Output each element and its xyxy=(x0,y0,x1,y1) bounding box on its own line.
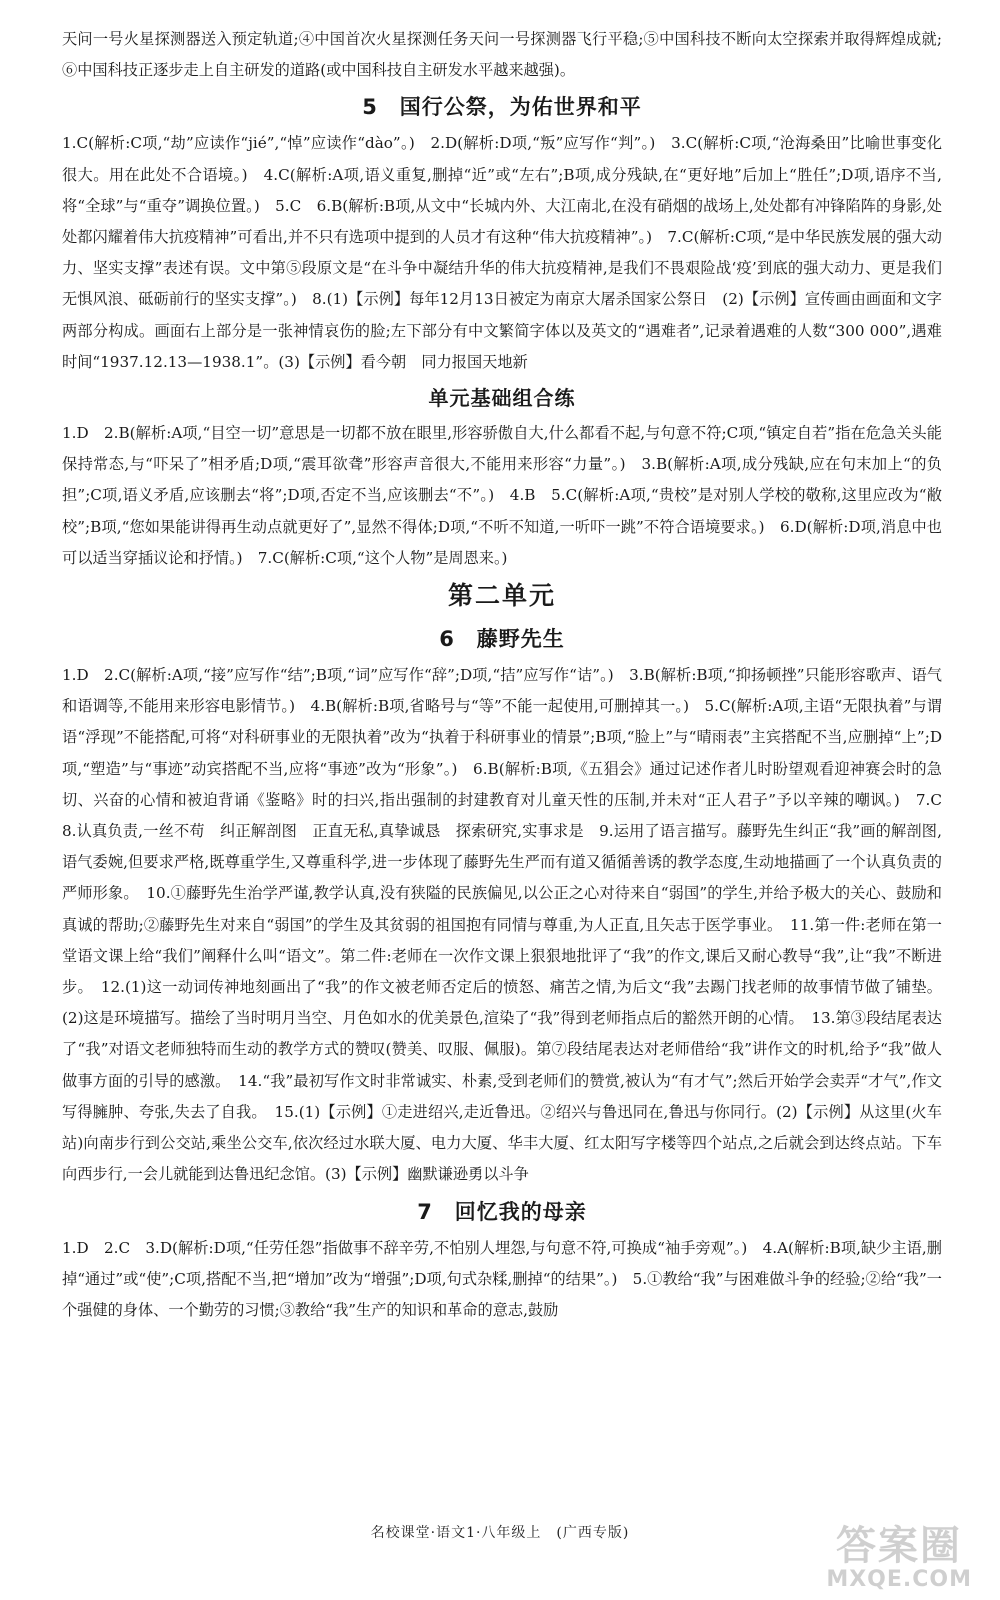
unit-basic-practice-title: 单元基础组合练 xyxy=(428,386,576,411)
lesson-7-title: 7 回忆我的母亲 xyxy=(417,1199,587,1224)
unit-2-title: 第二单元 xyxy=(447,581,556,611)
unit-basic-practice-answers: 1.D 2.B(解析:A项,“目空一切”意思是一切都不放在眼里,形容骄傲自大,什么都看不起,与句意不符;C项,“镇定自若”指在危急关头能保持常态,与“吓呆了”相矛盾;D项,“震耳欲聋”形容声音很大,不能用来形容“力量”。) 3.B(解析:A项,成分残缺,应在句末加上“的负担”;C项,语义矛盾,应该删去“将”;D项,否定不当,应该删去“不”。) 4.B 5.C(解析:A项,“贵校”是对别人学校的敬称,这里应改为“敝校”;B项,“您如果能讲得再生动点就更好了”,显然不得体;D项,“不听不知道,一听吓一跳”不符合语境要求。) 6.D(解析:D项,消息中也可以适当穿插议论和抒情。) 7.C(解析:C项,“这个人物”是周恩来。) xyxy=(62,424,942,567)
watermark-logo-text: 答案圈 xyxy=(836,1523,962,1569)
intro-paragraph: 天问一号火星探测器送入预定轨道;④中国首次火星探测任务天问一号探测器飞行平稳;⑤中国科技不断向太空探索并取得辉煌成就;⑥中国科技正逐步走上自主研发的道路(或中国科技自主研发水平越来越强)。 xyxy=(62,30,942,80)
lesson-5-title: 5 国行公祭，为佑世界和平 xyxy=(362,95,642,120)
page-footer: 名校课堂·语文1·八年级上 (广西专版) xyxy=(370,1525,630,1541)
watermark-url: MXQE.COM xyxy=(826,1567,972,1592)
watermark-logo xyxy=(822,1514,972,1592)
lesson-5-answers: 1.C(解析:C项,“劫”应读作“jié”,“悼”应读作“dào”。) 2.D(解析:D项,“叛”应写作“判”。) 3.C(解析:C项,“沧海桑田”比喻世事变化很大。用在此处不合语境。) 4.C(解析:A项,语义重复,删掉“近”或“左右”;B项,成分残缺,在“更好地”后加上“胜任”;D项,语序不当,将“全球”与“重夺”调换位置。) 5.C 6.B(解析:B项,从文中“长城内外、大江南北,在没有硝烟的战场上,处处都有冲锋陷阵的身影,处处都闪耀着伟大抗疫精神”可看出,并不只有选项中提到的人员才有这种“伟大抗疫精神”。) 7.C(解析:C项,“是中华民族发展的强大动力、坚实支撑”表述有误。文中第⑤段原文是“在斗争中凝结升华的伟大抗疫精神,是我们不畏艰险战‘疫’到底的强大动力、更是我们无惧风浪、砥砺前行的坚实支撑”。) 8.(1)【示例】每年12月13日被定为南京大屠杀国家公祭日 (2)【示例】宣传画由画面和文字两部分构成。画面右上部分是一张神情哀伤的脸;左下部分有中文繁简字体以及英文的“遇难者”,记录着遇难的人数“300 000”,遇难时间“1937.12.13—1938.1”。(3)【示例】看今朝 同力报国天地新 xyxy=(62,134,942,371)
lesson-7-answers: 1.D 2.C 3.D(解析:D项,“任劳任怨”指做事不辞辛劳,不怕别人埋怨,与句意不符,可换成“袖手旁观”。) 4.A(解析:B项,缺少主语,删掉“通过”或“使”;C项,搭配不当,把“增加”改为“增强”;D项,句式杂糅,删掉“的结果”。) 5.①教给“我”与困难做斗争的经验;②给“我”一个强健的身体、一个勤劳的习惯;③教给“我”生产的知识和革命的意志,鼓励 xyxy=(62,1238,942,1319)
answer-page xyxy=(62,24,958,1326)
lesson-6-title: 6 藤野先生 xyxy=(439,627,565,652)
lesson-6-answers: 1.D 2.C(解析:A项,“接”应写作“结”;B项,“词”应写作“辞”;D项,“拮”应写作“诘”。) 3.B(解析:B项,“抑扬顿挫”只能形容歌声、语气和语调等,不能用来形容电影情节。) 4.B(解析:B项,省略号与“等”不能一起使用,可删掉其一。) 5.C(解析:A项,主语“无限执着”与谓语“浮现”不能搭配,可将“对科研事业的无限执着”改为“执着于科研事业的情景”;B项,“脸上”与“晴雨表”主宾搭配不当,应删掉“上”;D项,“塑造”与“事迹”动宾搭配不当,应将“事迹”改为“形象”。) 6.B(解析:B项,《五猖会》通过记述作者儿时盼望观看迎神赛会时的急切、兴奋的心情和被迫背诵《鉴略》时的扫兴,指出强制的封建教育对儿童天性的压制,并未对“正人君子”予以辛辣的嘲讽。) 7.C 8.认真负责,一丝不苟 纠正解剖图 正直无私,真挚诚恳 探索研究,实事求是 9.运用了语言描写。藤野先生纠正“我”画的解剖图,语气委婉,但要求严格,既尊重学生,又尊重科学,进一步体现了藤野先生严而有道又循循善诱的教学态度,生动地描画了一个认真负责的严师形象。 10.①藤野先生治学严谨,教学认真,没有狭隘的民族偏见,以公正之心对待来自“弱国”的学生,并给予极大的关心、鼓励和真诚的帮助;②藤野先生对来自“弱国”的学生及其贫弱的祖国抱有同情与尊重,为人正直,且矢志于医学事业。 11.第一件:老师在第一堂语文课上给“我们”阐释什么叫“语文”。第二件:老师在一次作文课上狠狠地批评了“我”的作文,课后又耐心教导“我”,让“我”不断进步。 12.(1)这一动词传神地刻画出了“我”的作文被老师否定后的愤怒、痛苦之情,为后文“我”去踢门找老师的故事情节做了铺垫。(2)这是环境描写。描绘了当时明月当空、月色如水的优美景色,渲染了“我”得到老师指点后的豁然开朗的心情。 13.第③段结尾表达了“我”对语文老师独特而生动的教学方式的赞叹(赞美、叹服、佩服)。第⑦段结尾表达对老师借给“我”讲作文的时机,给予“我”做人做事方面的引导的感激。 14.“我”最初写作文时非常诚实、朴素,受到老师们的赞赏,被认为“有才气”;然后开始学会卖弄“才气”,作文写得臃肿、夸张,失去了自我。 15.(1)【示例】①走进绍兴,走近鲁迅。②绍兴与鲁迅同在,鲁迅与你同行。(2)【示例】从这里(火车站)向南步行到公交站,乘坐公交车,依次经过水联大厦、电力大厦、华丰大厦、红太阳写字楼等四个站点,之后就会到达终点站。下车向西步行,一会儿就能到达鲁迅纪念馆。(3)【示例】幽默谦逊勇以斗争 xyxy=(62,666,958,1184)
